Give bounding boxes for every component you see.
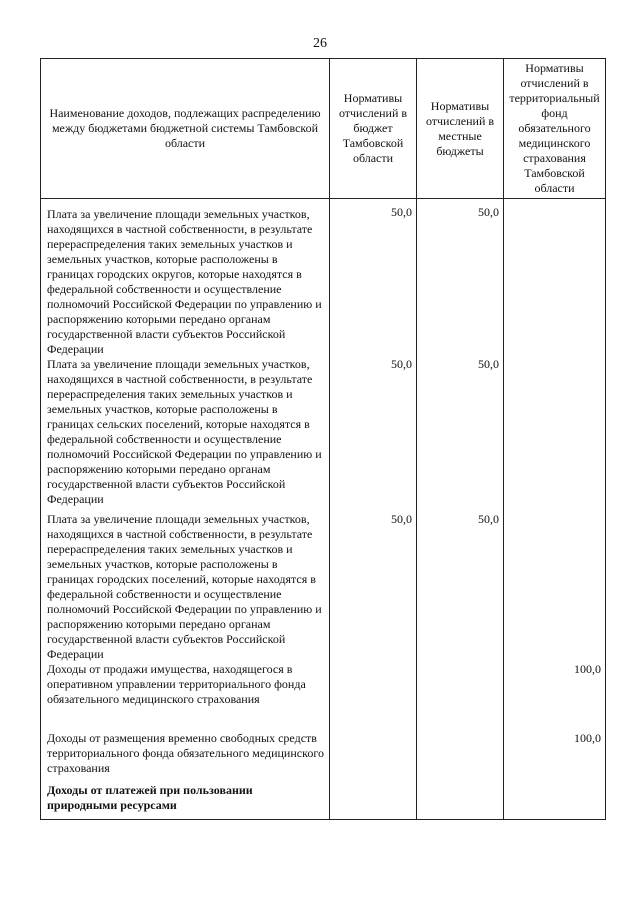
table-row <box>41 662 606 731</box>
table-row <box>41 199 606 358</box>
row-fund-1 <box>504 199 606 358</box>
header-medical-insurance-fund: Нормативы отчислений в территориальный фонд обязательного медицинского страхования Тамбовской области <box>504 59 606 199</box>
row-regional-6 <box>330 783 417 819</box>
row-name-5: Доходы от размещения временно свободных средств территориального фонда обязательного медицинского страхования <box>41 731 330 783</box>
row-fund-6 <box>504 783 606 819</box>
row-fund-3 <box>504 512 606 662</box>
row-fund-4: 100,0 <box>504 662 606 731</box>
row-name-6: Доходы от платежей при пользовании природными ресурсами <box>41 783 330 819</box>
row-name-1: Плата за увеличение площади земельных участков, находящихся в частной собственности, в результате перераспределения таких земельных участков и земельных участков, которые расположены в границах городских округов, которые находятся в федеральной собственности и осуществление полномочий Российской Федерации по управлению и распоряжению которыми передано органам государственной власти субъектов Российской Федерации <box>41 199 330 358</box>
table-row <box>41 512 606 662</box>
row-name-4: Доходы от продажи имущества, находящегося в оперативном управлении территориального фонда обязательного медицинского страхования <box>41 662 330 731</box>
row-local-6 <box>417 783 504 819</box>
header-regional-budget: Нормативы отчислений в бюджет Тамбовской области <box>330 59 417 199</box>
row-local-2: 50,0 <box>417 357 504 512</box>
row-regional-3: 50,0 <box>330 512 417 662</box>
table-row <box>41 357 606 512</box>
table-row <box>41 731 606 783</box>
row-regional-4 <box>330 662 417 731</box>
page-number: 26 <box>313 36 327 51</box>
row-local-5 <box>417 731 504 783</box>
row-name-3: Плата за увеличение площади земельных участков, находящихся в частной собственности, в результате перераспределения таких земельных участков и земельных участков, которые расположены в границах городских поселений, которые находятся в федеральной собственности и осуществление полномочий Российской Федерации по управлению и распоряжению которыми передано органам государственной власти субъектов Российской Федерации <box>41 512 330 662</box>
row-name-2: Плата за увеличение площади земельных участков, находящихся в частной собственности, в результате перераспределения таких земельных участков и земельных участков, которые расположены в границах сельских поселений, которые находятся в федеральной собственности и осуществление полномочий Российской Федерации по управлению и распоряжению которыми передано органам государственной власти субъектов Российской Федерации <box>41 357 330 512</box>
row-local-4 <box>417 662 504 731</box>
table-row <box>41 783 606 819</box>
header-local-budgets: Нормативы отчислений в местные бюджеты <box>417 59 504 199</box>
row-fund-2 <box>504 357 606 512</box>
revenue-distribution-table <box>40 58 606 820</box>
row-regional-1: 50,0 <box>330 199 417 358</box>
row-local-1: 50,0 <box>417 199 504 358</box>
header-revenue-name: Наименование доходов, подлежащих распределению между бюджетами бюджетной системы Тамбовской области <box>41 59 330 199</box>
row-regional-5 <box>330 731 417 783</box>
table-header-row <box>41 59 606 199</box>
row-fund-5: 100,0 <box>504 731 606 783</box>
row-local-3: 50,0 <box>417 512 504 662</box>
row-regional-2: 50,0 <box>330 357 417 512</box>
